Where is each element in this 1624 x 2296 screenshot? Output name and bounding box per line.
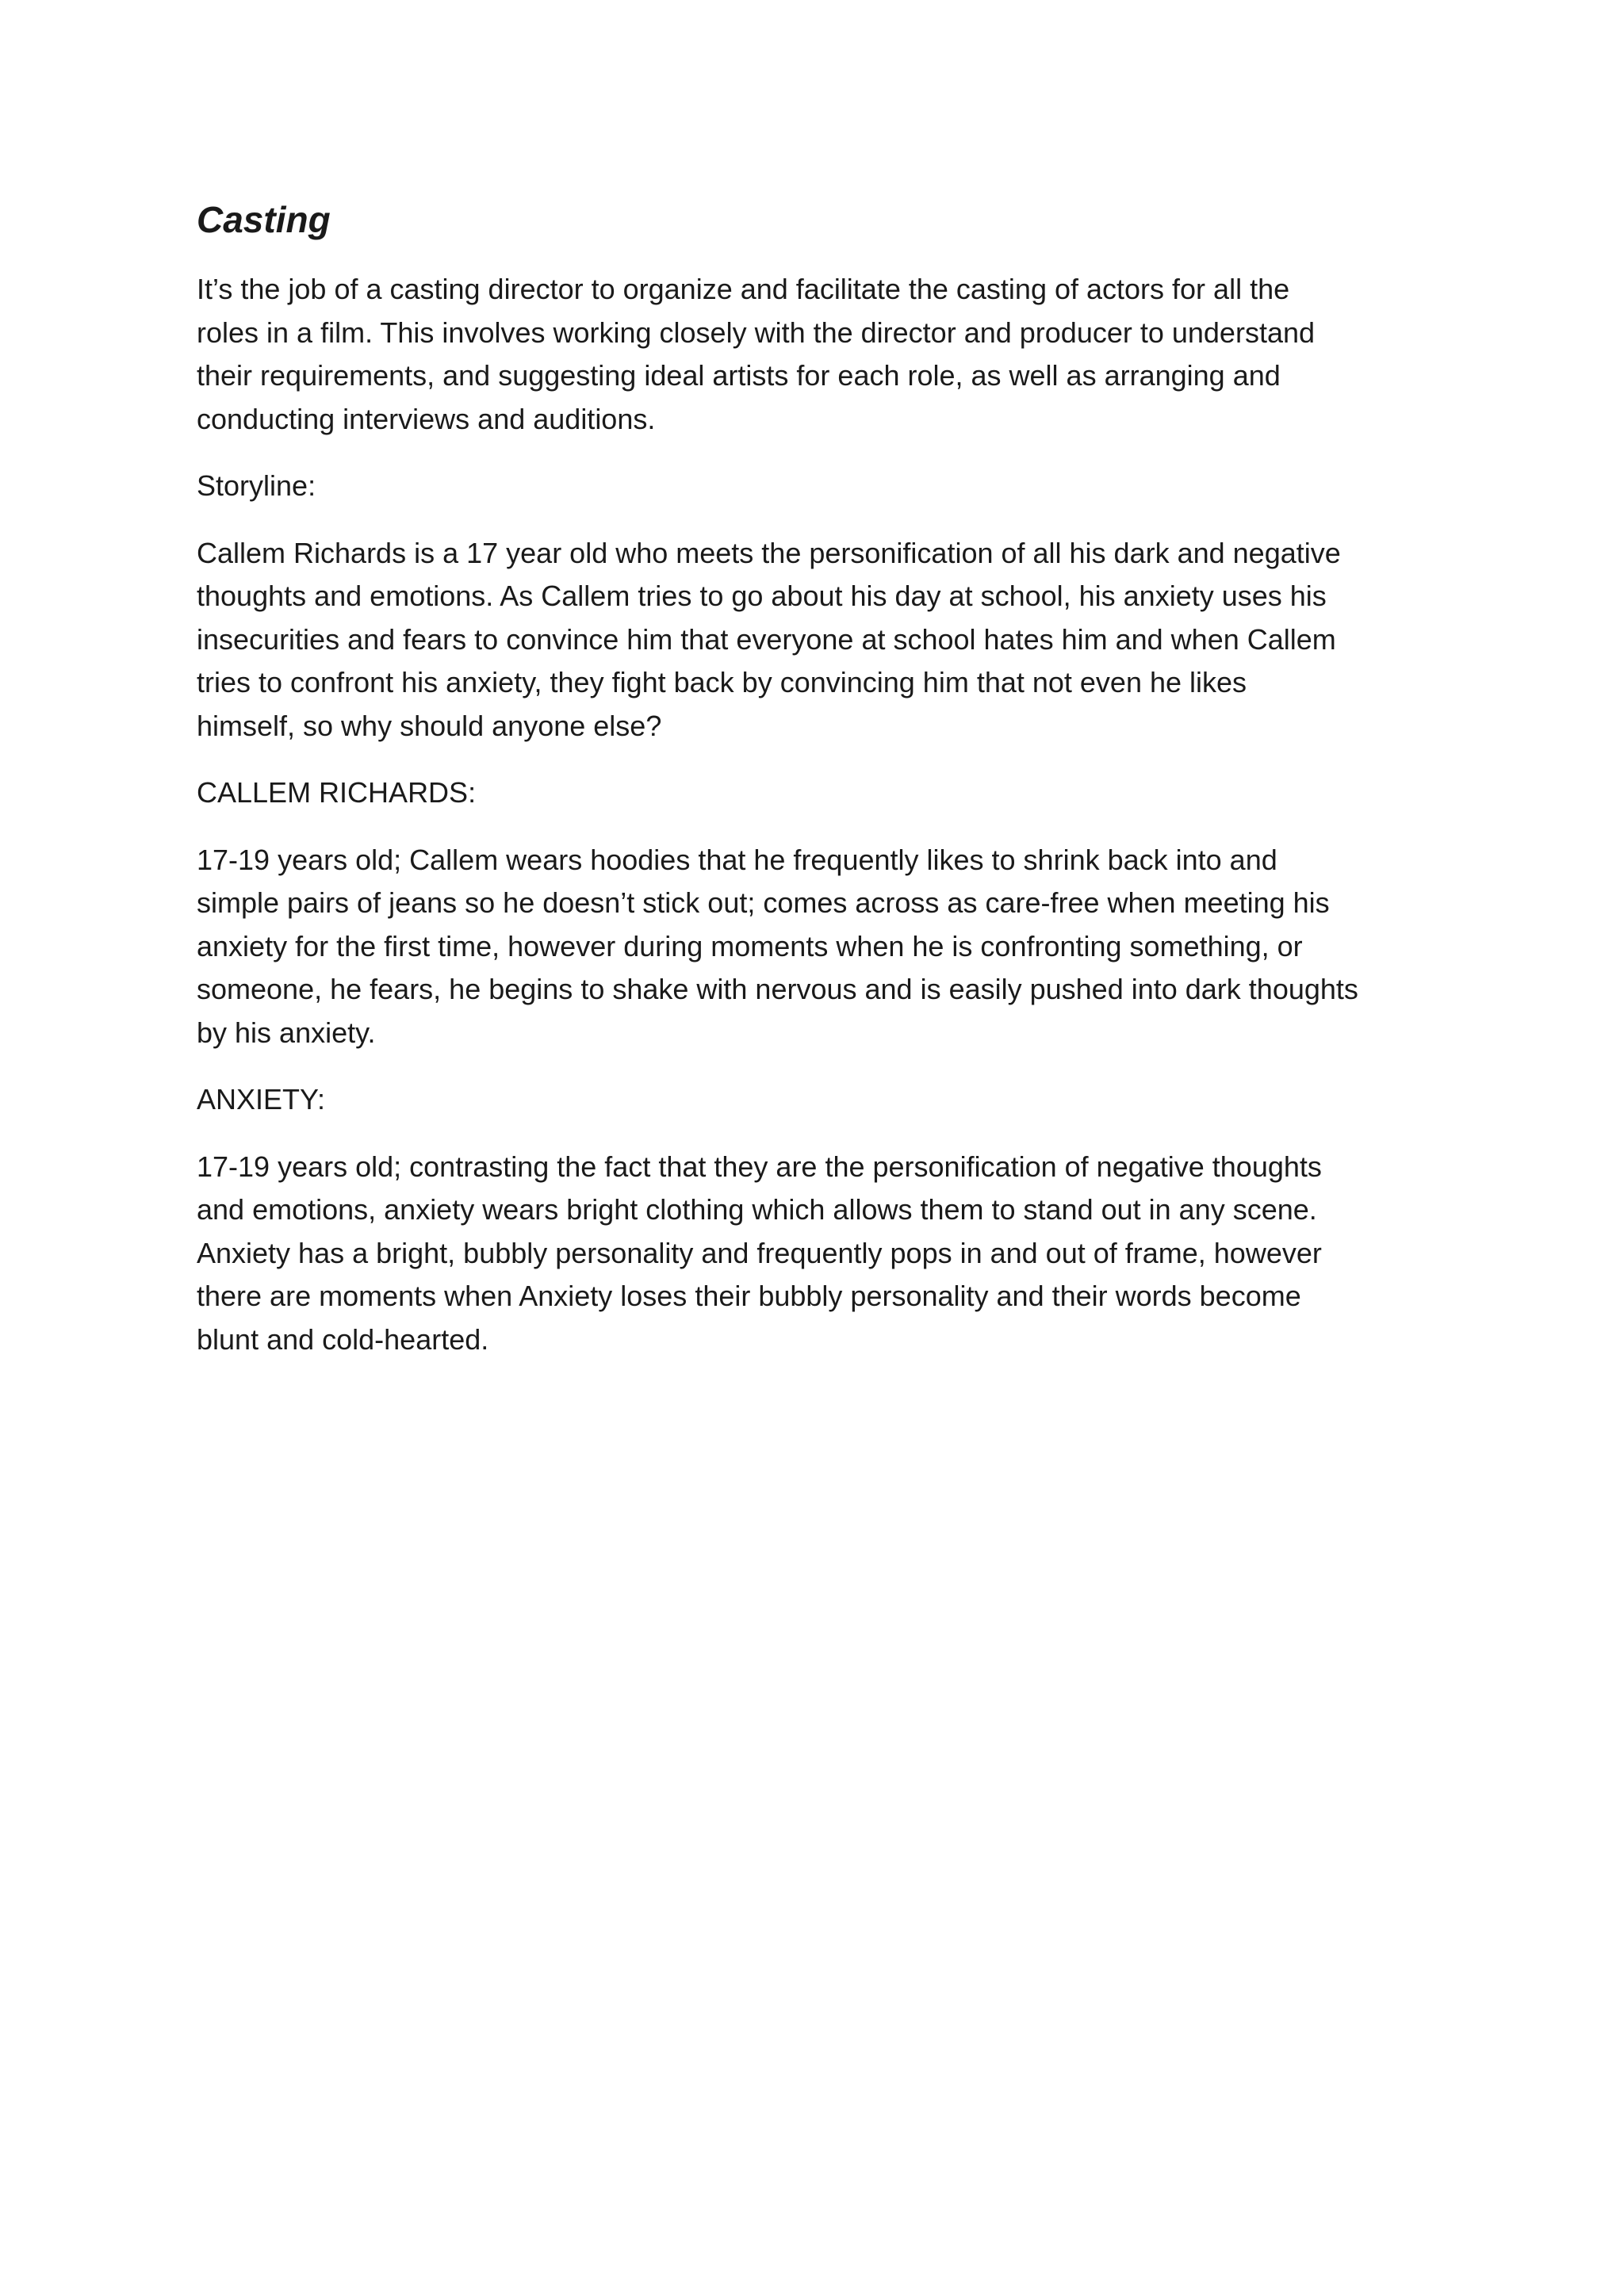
storyline-paragraph: [197, 532, 1434, 748]
storyline-line: himself, so why should anyone else?: [197, 709, 662, 742]
intro-line: roles in a film. This involves working closely with the director and producer to understand: [197, 316, 1316, 349]
callem-line: simple pairs of jeans so he doesn’t stick out; comes across as care-free when meeting his: [197, 886, 1330, 919]
anxiety-line: Anxiety has a bright, bubbly personality and frequently pops in and out of frame, however: [197, 1236, 1322, 1269]
document-page: [197, 195, 1434, 1385]
anxiety-line: there are moments when Anxiety loses their bubbly personality and their words become: [197, 1280, 1301, 1312]
callem-label: CALLEM RICHARDS:: [197, 776, 477, 809]
callem-line: by his anxiety.: [197, 1016, 376, 1049]
storyline-line: tries to confront his anxiety, they fight back by convincing him that not even he likes: [197, 666, 1247, 698]
page-title: Casting: [197, 199, 331, 240]
anxiety-line: blunt and cold-hearted.: [197, 1322, 489, 1356]
intro-line: It’s the job of a casting director to organize and facilitate the casting of actors for all the: [197, 273, 1290, 305]
anxiety-label: ANXIETY:: [197, 1083, 326, 1115]
storyline-label: Storyline:: [197, 469, 316, 502]
callem-line: anxiety for the first time, however during moments when he is confronting something, or: [197, 929, 1303, 962]
anxiety-paragraph: [197, 1146, 1434, 1362]
storyline-line: thoughts and emotions. As Callem tries to go about his day at school, his anxiety uses his: [197, 580, 1327, 612]
callem-paragraph: [197, 839, 1434, 1055]
storyline-line: Callem Richards is a 17 year old who meets the personification of all his dark and negative: [197, 536, 1341, 569]
anxiety-line: and emotions, anxiety wears bright clothing which allows them to stand out in any scene.: [197, 1193, 1317, 1226]
callem-line: someone, he fears, he begins to shake with nervous and is easily pushed into dark thoughts: [197, 973, 1358, 1005]
intro-paragraph: [197, 268, 1434, 441]
intro-line: their requirements, and suggesting ideal artists for each role, as well as arranging and: [197, 359, 1281, 392]
intro-line: conducting interviews and auditions.: [197, 402, 656, 435]
anxiety-line: 17-19 years old; contrasting the fact that they are the personification of negative thoughts: [197, 1150, 1322, 1183]
callem-line: 17-19 years old; Callem wears hoodies that he frequently likes to shrink back into and: [197, 843, 1277, 876]
storyline-line: insecurities and fears to convince him that everyone at school hates him and when Callem: [197, 622, 1336, 656]
